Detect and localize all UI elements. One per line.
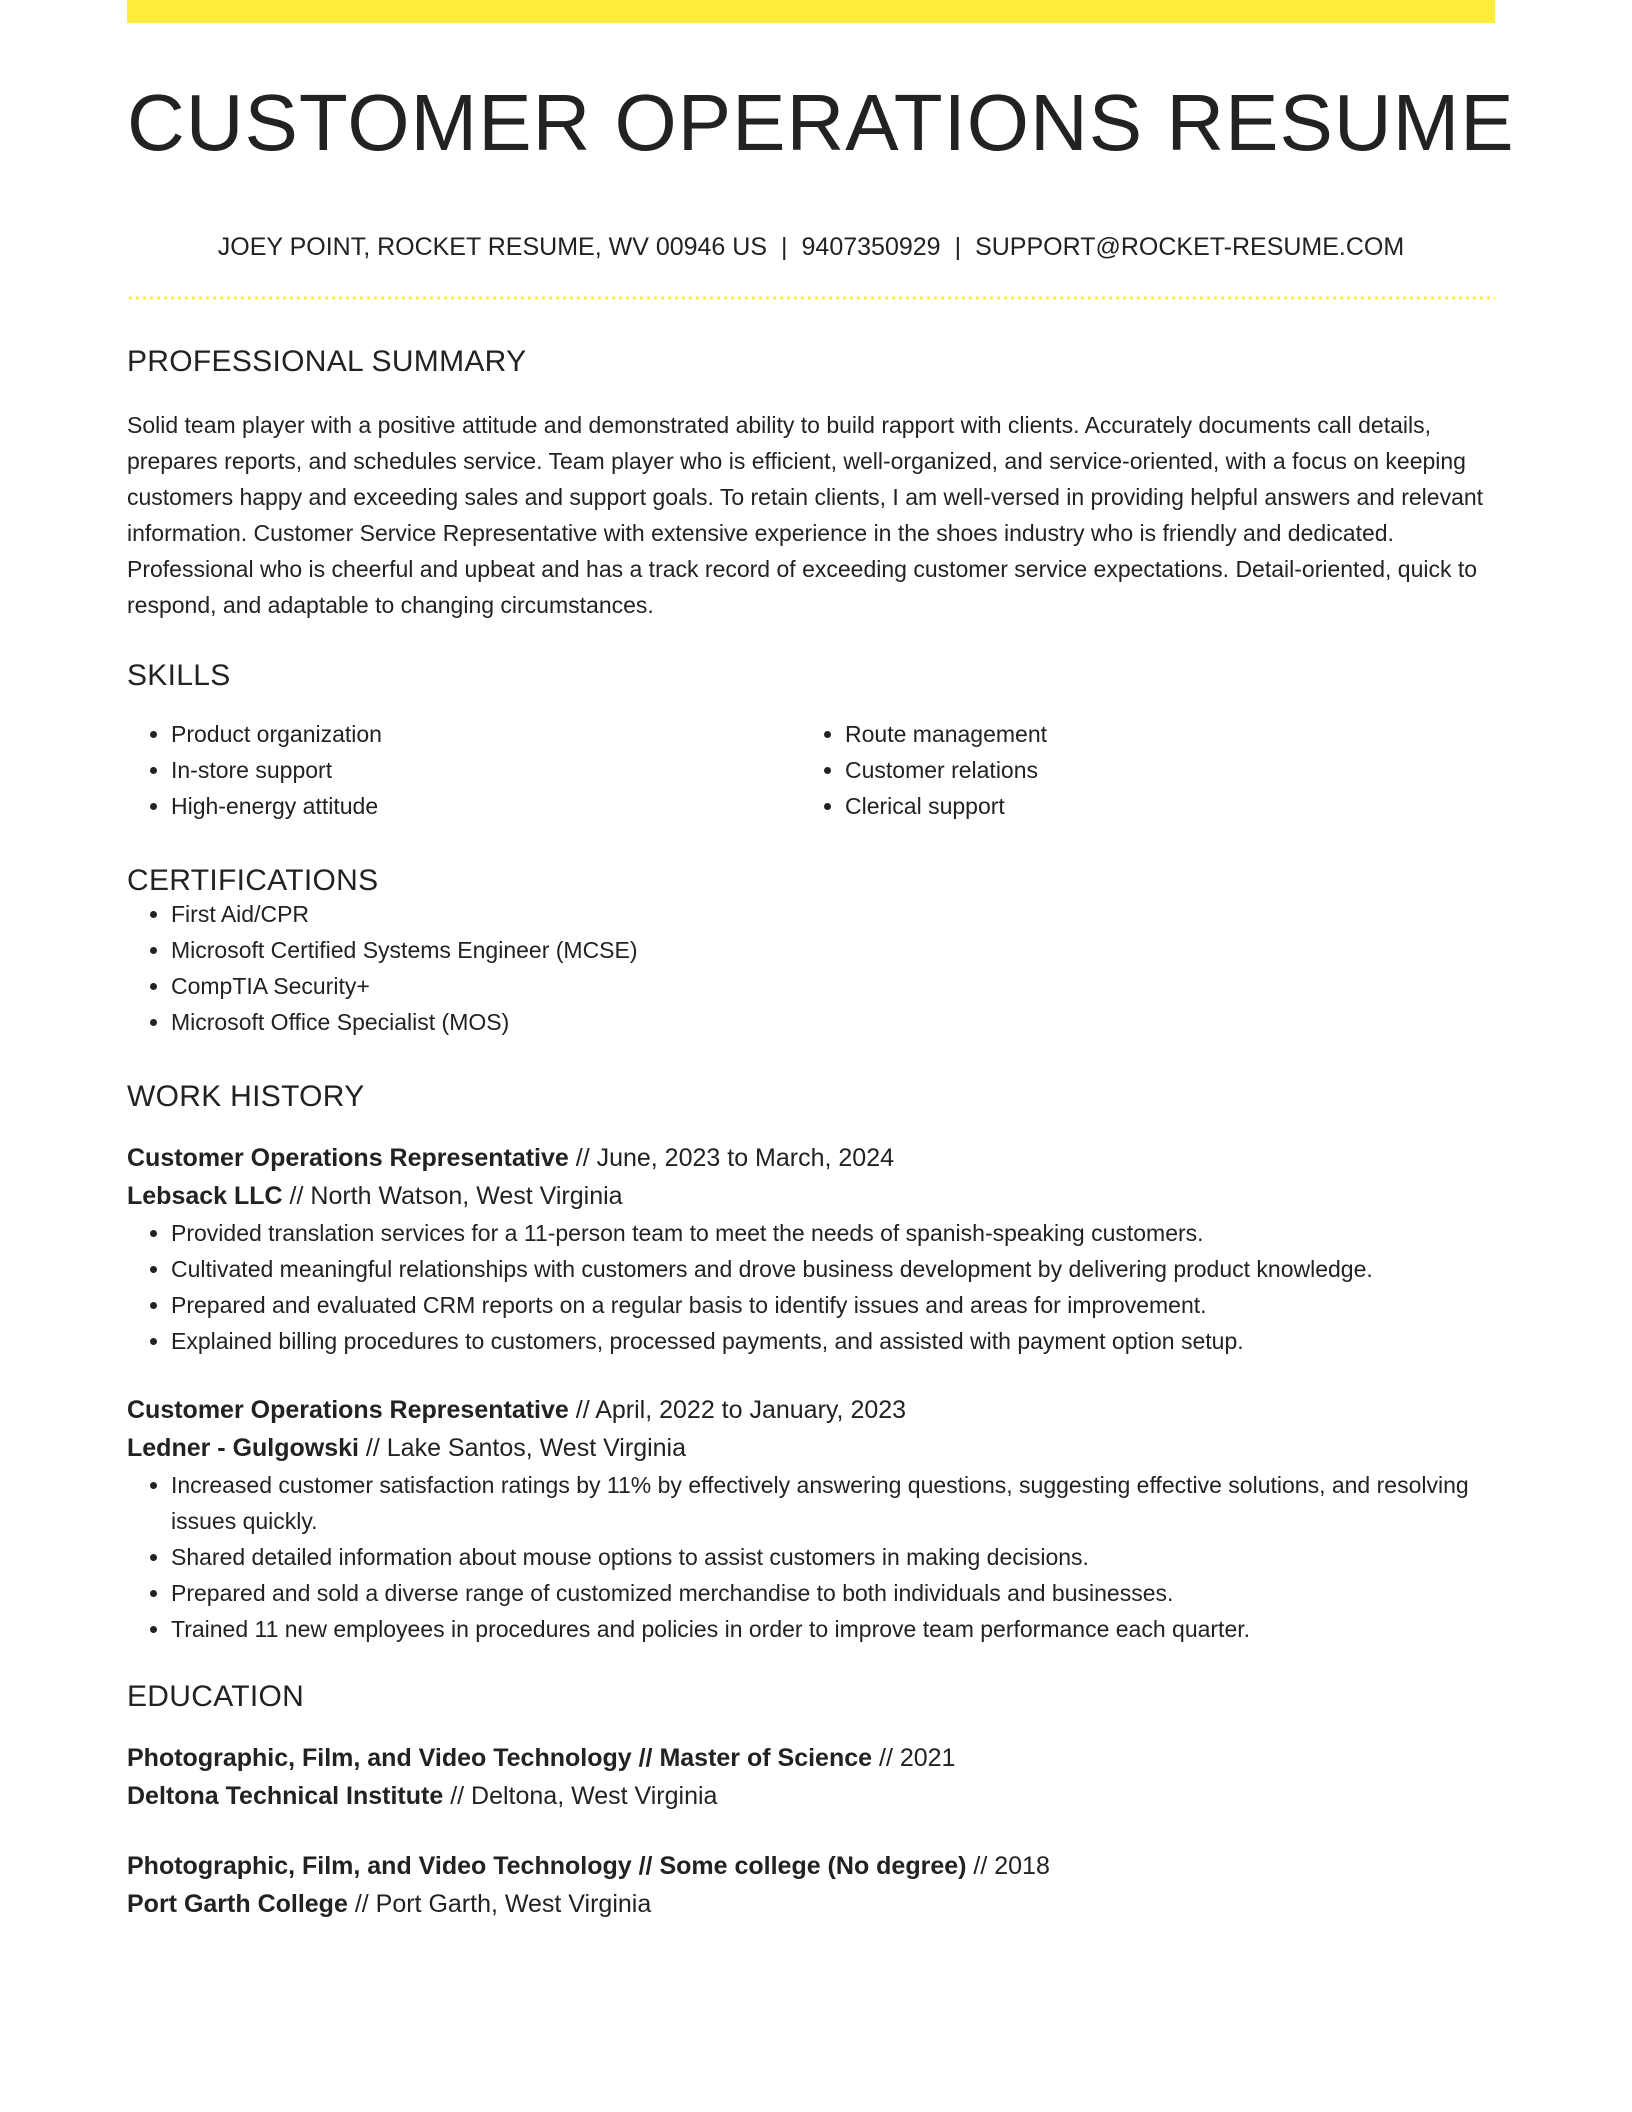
graduation-year: // 2018 xyxy=(966,1852,1050,1880)
skills-grid xyxy=(127,716,1495,824)
job-location: // North Watson, West Virginia xyxy=(282,1182,623,1210)
job-duty: • Cultivated meaningful relationships with customers and drove business development by delivering product knowledge. xyxy=(171,1251,1495,1287)
skill-item: • High-energy attitude xyxy=(171,788,801,824)
address: JOEY POINT, ROCKET RESUME, WV 00946 US xyxy=(217,233,768,261)
job-duty: • Trained 11 new employees in procedures and policies in order to improve team performance each quarter. xyxy=(171,1611,1495,1647)
education-heading: EDUCATION xyxy=(127,1680,305,1713)
certification-item: • Microsoft Office Specialist (MOS) xyxy=(171,1004,1495,1040)
skills-column-left xyxy=(127,716,801,824)
job-company: Ledner - Gulgowski xyxy=(127,1434,359,1462)
job-duty: • Explained billing procedures to customers, processed payments, and assisted with payment option setup. xyxy=(171,1323,1495,1359)
contact-line xyxy=(127,235,1495,260)
skill-item: • Route management xyxy=(845,716,1475,752)
degree: Photographic, Film, and Video Technology // Some college (No degree) xyxy=(127,1852,967,1880)
school-line xyxy=(127,1885,1495,1923)
job-duties-list xyxy=(127,1467,1495,1647)
job-location: // Lake Santos, West Virginia xyxy=(358,1434,687,1462)
summary-heading: PROFESSIONAL SUMMARY xyxy=(127,345,527,378)
certification-item: • Microsoft Certified Systems Engineer (MCSE) xyxy=(171,932,1495,968)
skills-heading: SKILLS xyxy=(127,659,231,692)
job-duty: • Prepared and evaluated CRM reports on a regular basis to identify issues and areas for improvement. xyxy=(171,1287,1495,1323)
resume-page xyxy=(127,0,1515,1923)
school-name: Deltona Technical Institute xyxy=(127,1782,444,1810)
job-duty: • Provided translation services for a 11-person team to meet the needs of spanish-speaking customers. xyxy=(171,1215,1495,1251)
accent-bar xyxy=(127,0,1495,23)
skill-item: • Customer relations xyxy=(845,752,1475,788)
job-entry xyxy=(127,1391,1495,1647)
job-duty: • Prepared and sold a diverse range of customized merchandise to both individuals and businesses. xyxy=(171,1575,1495,1611)
job-company-line xyxy=(127,1177,1495,1215)
skill-item: • Clerical support xyxy=(845,788,1475,824)
education-entry xyxy=(127,1739,1495,1815)
job-title: Customer Operations Representative xyxy=(127,1396,569,1424)
summary-text: Solid team player with a positive attitude and demonstrated ability to build rapport with clients. Accurately documents call details, prepares reports, and schedules service. Team player who is efficient, well-organized, and service-oriented, with a focus on keeping customers happy and exceeding sales and support goals. To retain clients, I am well-versed in providing helpful answers and relevant information. Customer Service Representative with extensive experience in the shoes industry who is friendly and dedicated. Professional who is cheerful and upbeat and has a track record of exceeding customer service expectations. Detail-oriented, quick to respond, and adaptable to changing circumstances. xyxy=(127,412,1484,618)
skills-column-right xyxy=(801,716,1475,824)
email: SUPPORT@ROCKET-RESUME.COM xyxy=(975,233,1405,261)
degree: Photographic, Film, and Video Technology // Master of Science xyxy=(127,1744,873,1772)
degree-line xyxy=(127,1847,1495,1885)
contact-separator: | xyxy=(781,233,788,261)
job-dates: // April, 2022 to January, 2023 xyxy=(568,1396,907,1424)
certification-item: • First Aid/CPR xyxy=(171,896,1495,932)
dotted-divider xyxy=(127,296,1495,300)
phone: 9407350929 xyxy=(801,233,941,261)
certifications-list xyxy=(127,896,1495,1040)
job-duty: • Increased customer satisfaction ratings by 11% by effectively answering questions, suggesting effective solutions, and resolving issues quickly. xyxy=(171,1467,1495,1539)
job-title-line xyxy=(127,1139,1495,1177)
job-duty: • Shared detailed information about mouse options to assist customers in making decisions. xyxy=(171,1539,1495,1575)
education-entry xyxy=(127,1847,1495,1923)
contact-separator: | xyxy=(954,233,962,261)
certification-item: • CompTIA Security+ xyxy=(171,968,1495,1004)
graduation-year: // 2021 xyxy=(872,1744,956,1772)
job-title: Customer Operations Representative xyxy=(127,1144,569,1172)
resume-title: CUSTOMER OPERATIONS RESUME xyxy=(127,78,1515,167)
job-dates: // June, 2023 to March, 2024 xyxy=(568,1144,895,1172)
skill-item: • In-store support xyxy=(171,752,801,788)
degree-line xyxy=(127,1739,1495,1777)
job-duties-list xyxy=(127,1215,1495,1359)
skill-item: • Product organization xyxy=(171,716,801,752)
school-name: Port Garth College xyxy=(127,1890,348,1918)
job-entry xyxy=(127,1139,1495,1359)
school-location: // Deltona, West Virginia xyxy=(443,1782,718,1810)
work-history-heading: WORK HISTORY xyxy=(127,1080,365,1113)
job-company-line xyxy=(127,1429,1495,1467)
school-location: // Port Garth, West Virginia xyxy=(347,1890,652,1918)
job-title-line xyxy=(127,1391,1495,1429)
certifications-heading: CERTIFICATIONS xyxy=(127,864,379,897)
job-company: Lebsack LLC xyxy=(127,1182,283,1210)
school-line xyxy=(127,1777,1495,1815)
